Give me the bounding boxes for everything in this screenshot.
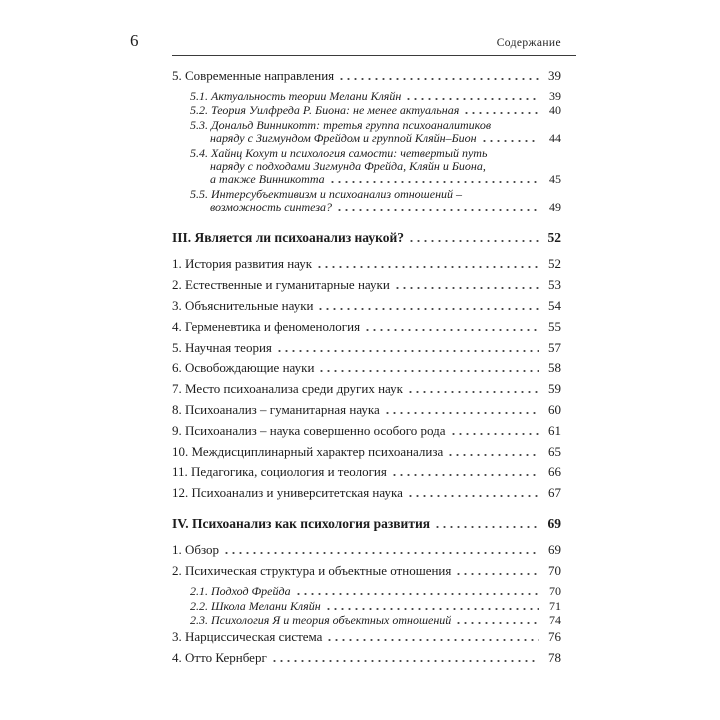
dot-leader: [407, 391, 539, 393]
toc-entry-line: [172, 486, 561, 500]
toc-entry: [172, 147, 561, 187]
toc-entry-text: 3. Объяснительные науки: [172, 297, 314, 313]
toc-entry-line: [190, 201, 561, 214]
toc-entry-line: [190, 614, 561, 627]
toc-entry-text: 3. Нарциссическая система: [172, 629, 323, 645]
toc-entry-line: [190, 173, 561, 186]
toc-page-number: 70: [549, 583, 561, 598]
dot-leader: [316, 266, 539, 268]
toc-entry: [172, 445, 561, 459]
dot-leader: [271, 660, 539, 662]
dot-leader: [317, 308, 539, 310]
toc-entry-line: [190, 104, 561, 117]
toc-entry-line: [172, 341, 561, 355]
toc-page-number: 53: [548, 277, 561, 293]
toc-entry-text: 5.5. Интерсубъективизм и психоанализ отношений –: [190, 187, 463, 202]
toc-entry: [172, 69, 561, 83]
toc-entry: [172, 382, 561, 396]
toc-entry-line: [172, 320, 561, 334]
toc-entry-line: [172, 424, 561, 438]
toc-section-heading: [172, 517, 561, 532]
toc-page-number: 52: [547, 230, 561, 246]
toc-entry: [172, 119, 561, 145]
dot-leader: [364, 329, 539, 331]
toc-page-number: 45: [549, 172, 561, 187]
toc-page-number: 65: [548, 443, 561, 459]
toc-page-number: 66: [548, 464, 561, 480]
toc-entry-text: 4. Герменевтика и феноменология: [172, 318, 361, 334]
toc-entry-line: [172, 382, 561, 396]
toc-entry-text: III. Является ли психоанализ наукой?: [172, 230, 404, 246]
dot-leader: [455, 622, 539, 624]
dot-leader: [329, 181, 539, 183]
toc-page-number: 49: [549, 200, 561, 215]
running-title: Содержание: [496, 37, 561, 49]
toc-entry: [172, 341, 561, 355]
toc-entry: [172, 90, 561, 103]
toc-entry: [172, 188, 561, 214]
toc-entry-text: 7. Место психоанализа среди других наук: [172, 381, 403, 397]
toc-entry-text: наряду с Зигмундом Фрейдом и группой Кляйн–Бион: [210, 131, 477, 146]
toc-page-number: 69: [547, 516, 561, 532]
toc-entry-line: [172, 278, 561, 292]
toc-entry: [172, 614, 561, 627]
toc-page-number: 69: [548, 542, 561, 558]
toc-entry-text: 5.4. Хайнц Кохут и психология самости: четвертый путь: [190, 146, 488, 161]
toc-entry: [172, 299, 561, 313]
dot-leader: [223, 552, 539, 554]
toc-page-number: 58: [548, 360, 561, 376]
dot-leader: [481, 140, 539, 142]
toc-entry-text: 10. Междисциплинарный характер психоанализа: [172, 443, 444, 459]
toc-entry-text: а также Винникотта: [210, 172, 325, 187]
toc-page-number: 60: [548, 401, 561, 417]
toc-entry-line: [190, 600, 561, 613]
toc-entry: [172, 403, 561, 417]
toc-entry: [172, 361, 561, 375]
toc-entry-line: [172, 445, 561, 459]
toc-page-number: 76: [548, 629, 561, 645]
dot-leader: [447, 454, 539, 456]
toc-entry-line: [172, 257, 561, 271]
dot-leader: [434, 526, 539, 528]
dot-leader: [450, 433, 539, 435]
dot-leader: [336, 209, 539, 211]
toc-entry: [172, 320, 561, 334]
toc-entry-text: 2.3. Психология Я и теория объектных отношений: [190, 613, 452, 628]
toc-entry: [172, 651, 561, 665]
toc-content: [130, 31, 576, 672]
toc-entry: [172, 585, 561, 598]
toc-entry: [172, 630, 561, 644]
toc-page-number: 55: [548, 318, 561, 334]
toc-page-number: 52: [548, 256, 561, 272]
toc-page-number: 61: [548, 422, 561, 438]
toc-entry: [172, 486, 561, 500]
toc-entry: [172, 104, 561, 117]
toc-entry-text: 1. История развития наук: [172, 256, 313, 272]
dot-leader: [325, 608, 539, 610]
toc-page-number: 39: [548, 68, 561, 83]
toc-entry-line: [172, 543, 561, 557]
toc-entry-text: 5. Научная теория: [172, 339, 272, 355]
toc-entry-text: наряду с подходами Зигмунда Фрейда, Кляйн и Биона,: [210, 159, 486, 174]
toc-entry: [172, 465, 561, 479]
toc-entry-line: [172, 69, 561, 83]
toc-page-number: 78: [548, 650, 561, 666]
toc-entry-text: 9. Психоанализ – наука совершенно особого рода: [172, 422, 446, 438]
dot-leader: [295, 593, 539, 595]
toc-section-heading: [172, 231, 561, 246]
toc-entry-text: 2. Психическая структура и объектные отношения: [172, 563, 452, 579]
dot-leader: [276, 350, 539, 352]
toc-entry-text: 11. Педагогика, социология и теология: [172, 464, 387, 480]
toc-entry-text: возможность синтеза?: [210, 200, 332, 215]
toc-entry-line: [172, 651, 561, 665]
page-header: [130, 31, 576, 50]
dot-leader: [338, 78, 539, 80]
dot-leader: [318, 370, 539, 372]
toc-entry-line: [190, 585, 561, 598]
toc-entry-line: [190, 90, 561, 103]
toc-page-number: 40: [549, 103, 561, 118]
toc-page-number: 67: [548, 485, 561, 501]
toc-entry-text: 2. Естественные и гуманитарные науки: [172, 277, 390, 293]
toc-page-number: 70: [548, 563, 561, 579]
toc-page-number: 59: [548, 381, 561, 397]
toc-entry-text: IV. Психоанализ как психология развития: [172, 516, 431, 532]
toc-entry-line: [172, 630, 561, 644]
toc-entry-text: 5. Современные направления: [172, 68, 335, 83]
toc-entry-text: 8. Психоанализ – гуманитарная наука: [172, 401, 380, 417]
toc-entry-text: 4. Отто Кернберг: [172, 650, 267, 666]
toc-page-number: 57: [548, 339, 561, 355]
toc-entry-text: 6. Освобождающие науки: [172, 360, 315, 376]
toc-entry-line: [172, 465, 561, 479]
toc-entry: [172, 600, 561, 613]
dot-leader: [455, 573, 539, 575]
page-number: 6: [130, 31, 139, 50]
dot-leader: [405, 98, 539, 100]
dot-leader: [391, 474, 539, 476]
toc-page-number: 54: [548, 297, 561, 313]
toc-entry-line: [172, 564, 561, 578]
toc-entry: [172, 278, 561, 292]
toc-entry-text: 2.1. Подход Фрейда: [190, 583, 291, 598]
toc-page-number: 44: [549, 131, 561, 146]
dot-leader: [463, 112, 539, 114]
toc-entry-line: [172, 231, 561, 246]
toc-entry-line: [172, 517, 561, 532]
toc-list: [172, 69, 576, 665]
toc-entry-line: [172, 361, 561, 375]
toc-page-number: 74: [549, 613, 561, 628]
toc-entry-text: 2.2. Школа Мелани Кляйн: [190, 598, 321, 613]
header-rule: [172, 55, 576, 56]
dot-leader: [384, 412, 539, 414]
toc-page-number: 71: [549, 598, 561, 613]
toc-entry-line: [190, 132, 561, 145]
toc-entry: [172, 564, 561, 578]
toc-page-number: 39: [549, 88, 561, 103]
dot-leader: [394, 287, 539, 289]
toc-entry-text: 12. Психоанализ и университетская наука: [172, 485, 403, 501]
toc-entry: [172, 257, 561, 271]
toc-entry-text: 5.1. Актуальность теории Мелани Кляйн: [190, 88, 402, 103]
toc-entry-text: 1. Обзор: [172, 542, 220, 558]
toc-entry-line: [172, 299, 561, 313]
toc-entry: [172, 424, 561, 438]
dot-leader: [407, 495, 539, 497]
dot-leader: [408, 240, 539, 242]
toc-entry-text: 5.3. Дональд Винникотт: третья группа психоаналитиков: [190, 118, 492, 133]
toc-entry-line: [172, 403, 561, 417]
toc-entry: [172, 543, 561, 557]
dot-leader: [326, 639, 539, 641]
toc-entry-text: 5.2. Теория Уилфреда Р. Биона: не менее актуальная: [190, 103, 460, 118]
